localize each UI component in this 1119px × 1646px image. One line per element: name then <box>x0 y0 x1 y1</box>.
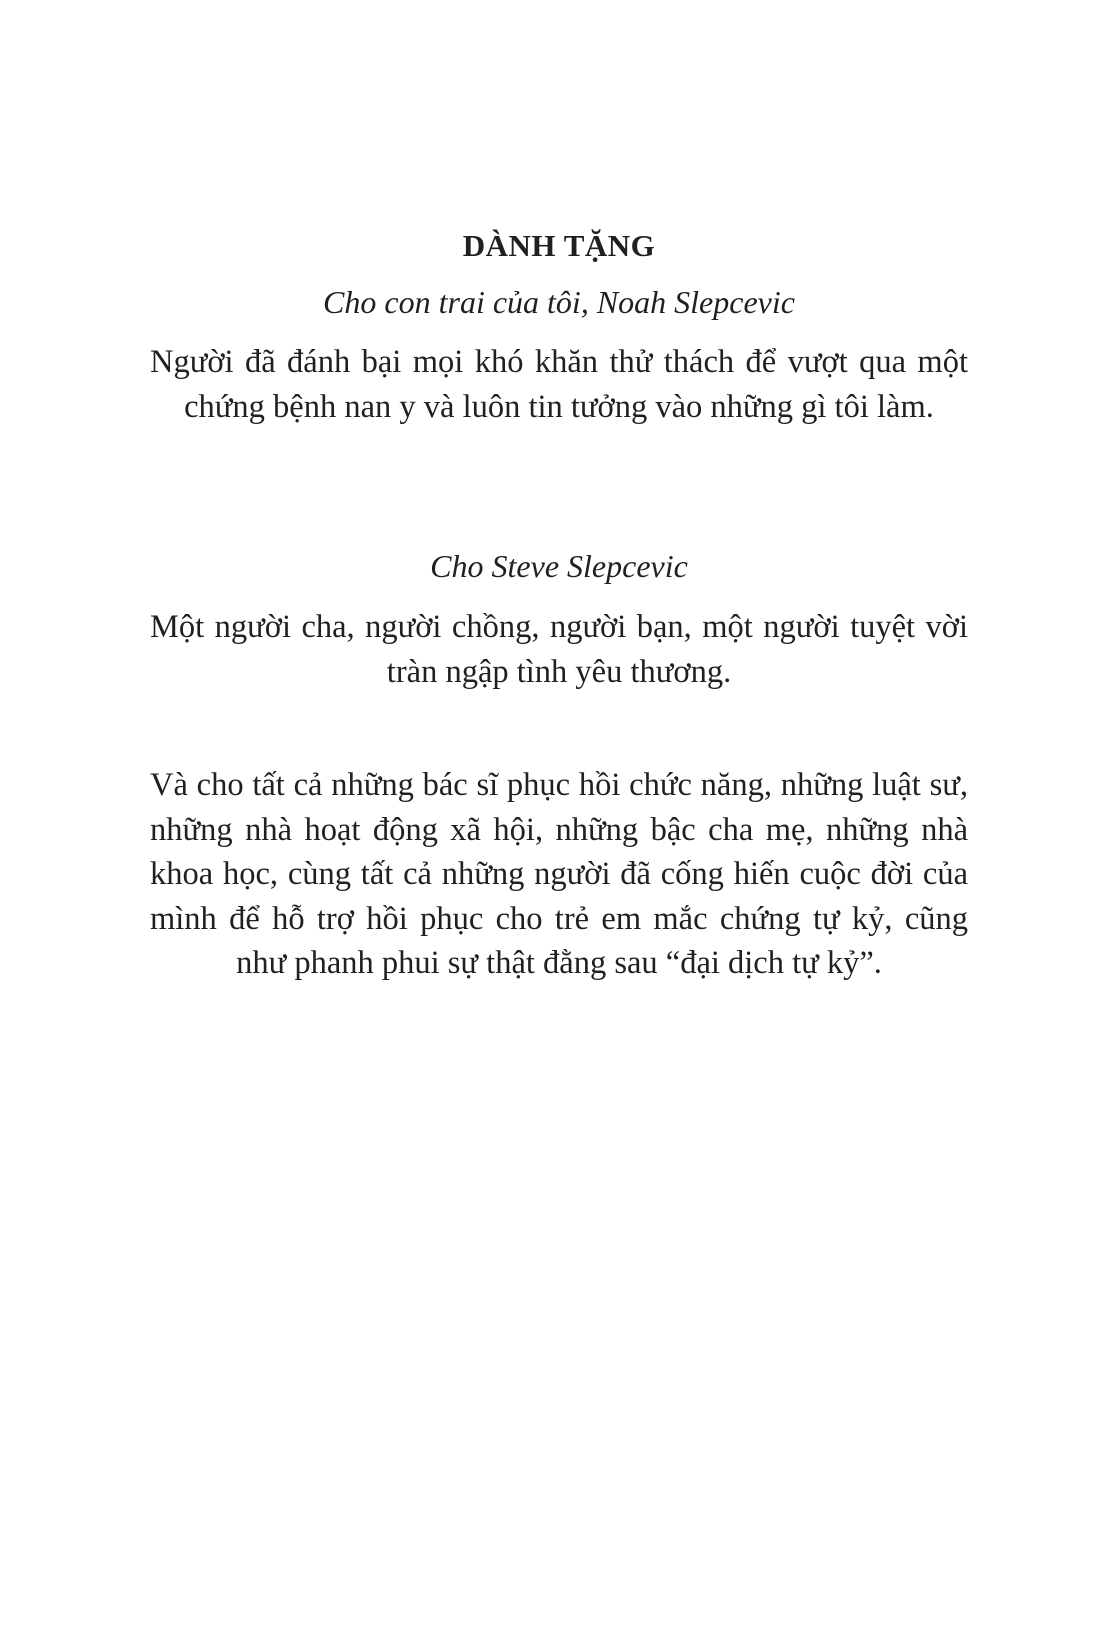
dedication-paragraph-closing: Và cho tất cả những bác sĩ phục hồi chức năng, những luật sư, những nhà hoạt động xã hội, những bậc cha mẹ, những nhà khoa học, cùng tất cả những người đã cống hiến cuộc đời của mình để hỗ trợ hồi phục cho trẻ em mắc chứng tự kỷ, cũng như phanh phui sự thật đằng sau “đại dịch tự kỷ”. <box>150 767 968 981</box>
dedication-paragraph-husband: Một người cha, người chồng, người bạn, một người tuyệt vời tràn ngập tình yêu thương. <box>150 609 968 690</box>
dedicatee-son: Cho con trai của tôi, Noah Slepcevic <box>323 284 795 320</box>
dedication-paragraph-son: Người đã đánh bại mọi khó khăn thử thách để vượt qua một chứng bệnh nan y và luôn tin tưởng vào những gì tôi làm. <box>150 344 968 425</box>
dedicatee-husband: Cho Steve Slepcevic <box>430 548 688 584</box>
page-title: DÀNH TẶNG <box>462 228 656 263</box>
